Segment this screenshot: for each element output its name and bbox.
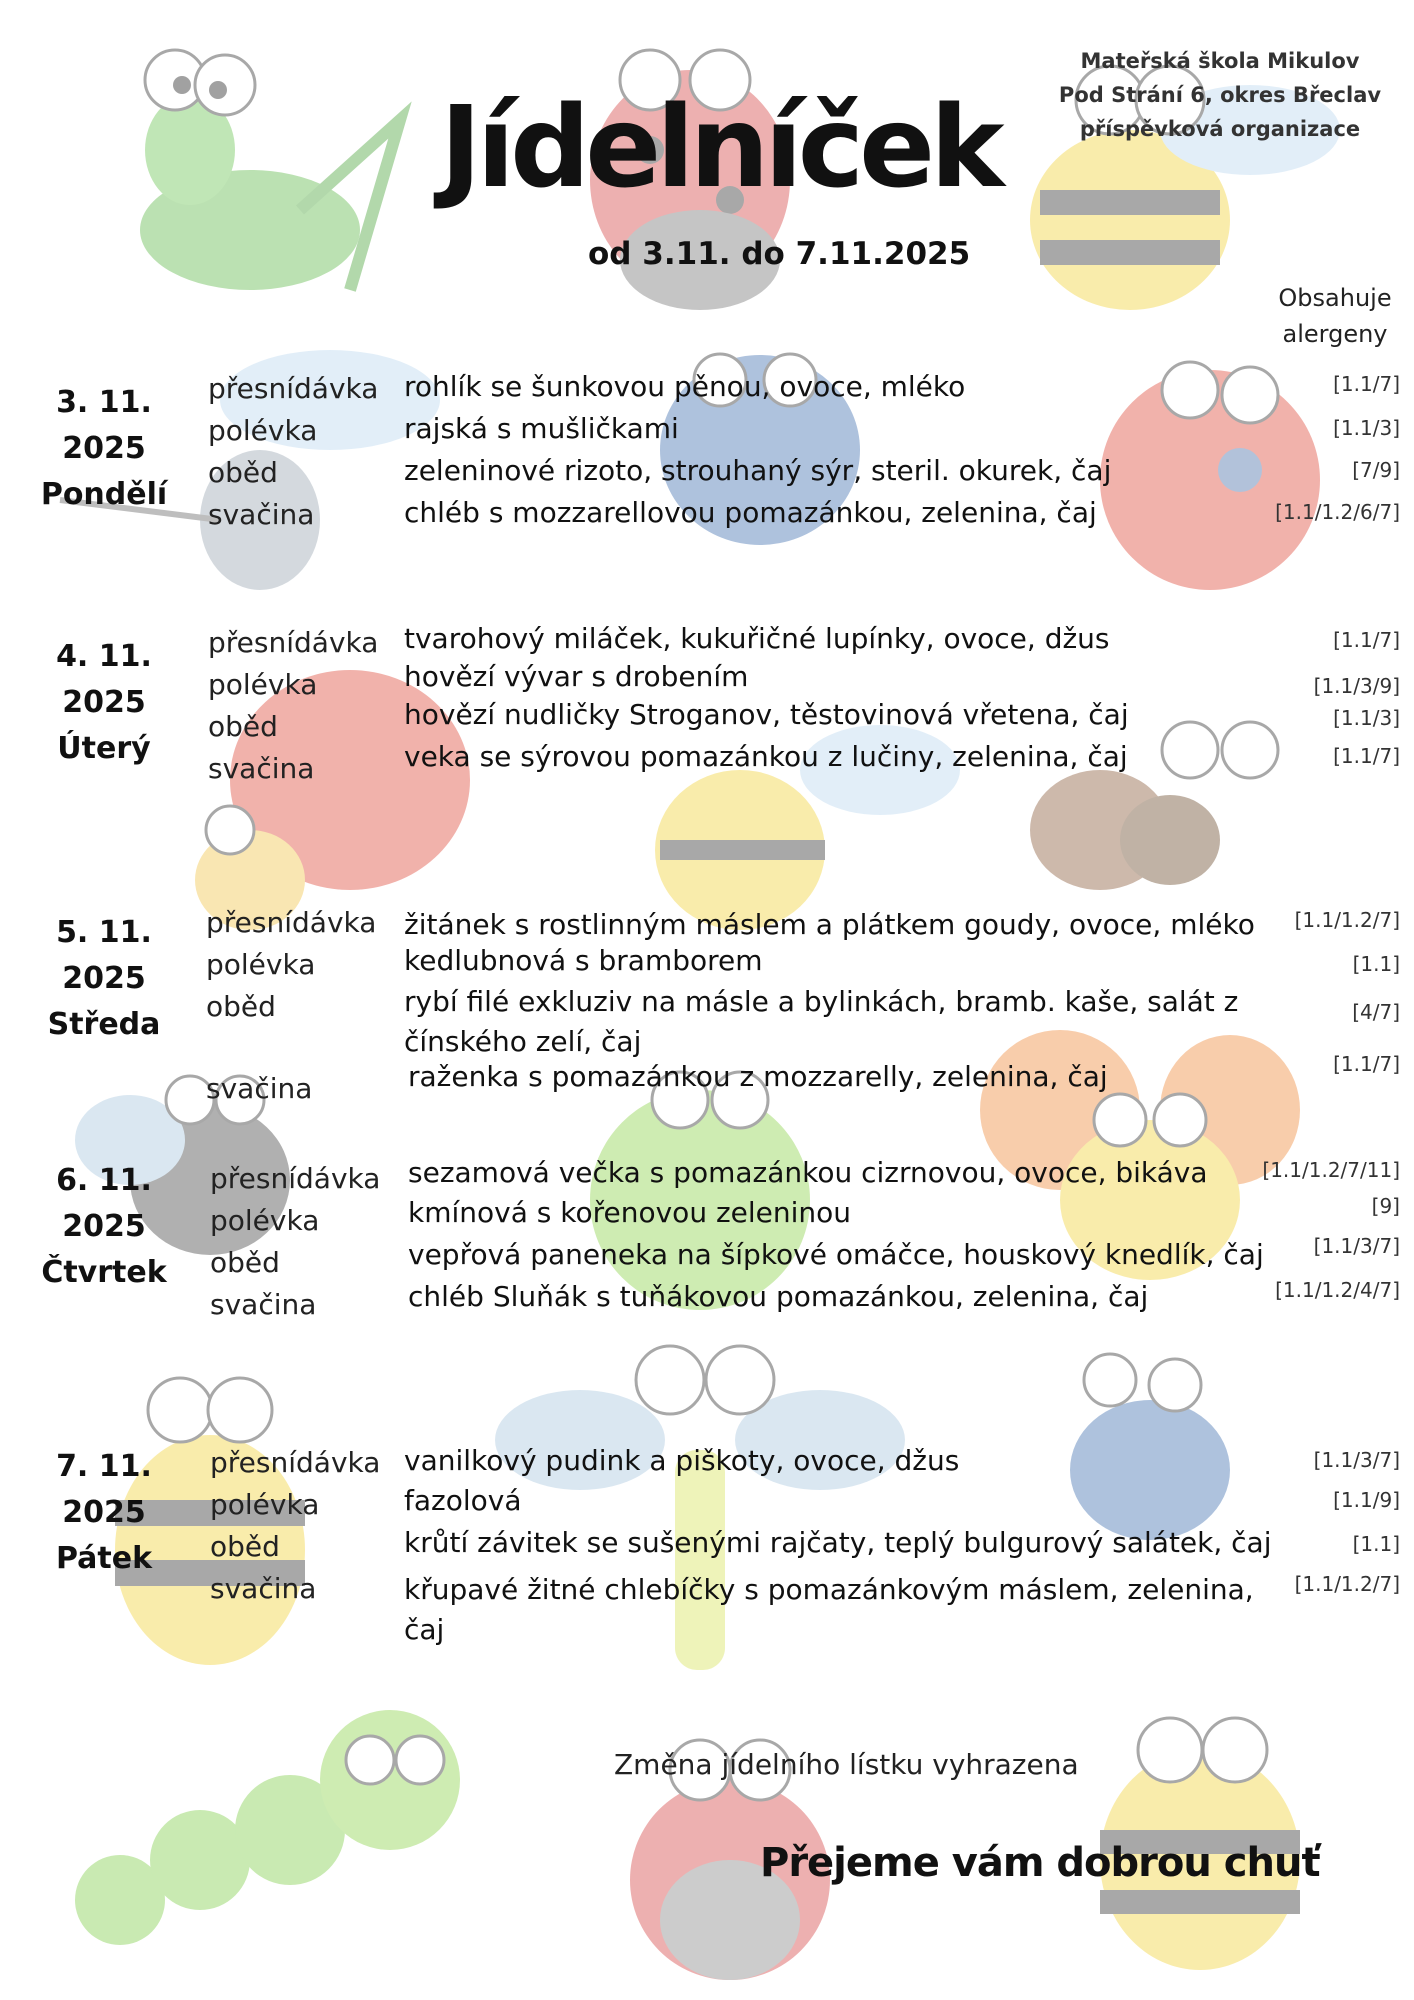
allergen-code: [1.1] xyxy=(1352,952,1400,976)
allergen-code: [1.1/3] xyxy=(1333,706,1400,730)
day-date: 7. 11. 2025 Pátek xyxy=(55,1449,153,1576)
blue-bug-icon xyxy=(1070,1354,1230,1540)
change-notice: Změna jídelního lístku vyhrazena xyxy=(614,1748,1079,1781)
meal-category: polévka xyxy=(208,414,318,447)
meal-dish: fazolová xyxy=(404,1484,522,1517)
allergen-code: [1.1/1.2/6/7] xyxy=(1275,500,1400,524)
meal-category: svačina xyxy=(210,1572,317,1605)
caterpillar-icon xyxy=(75,1710,460,1945)
meal-dish: veka se sýrovou pomazánkou z lučiny, zelenina, čaj xyxy=(404,740,1128,773)
grasshopper-icon xyxy=(140,50,400,290)
meal-category: svačina xyxy=(208,498,315,531)
meal-dish: tvarohový miláček, kukuřičné lupínky, ovoce, džus xyxy=(404,622,1110,655)
day-date: 3. 11. 2025 Pondělí xyxy=(40,385,168,512)
allergens-header: Obsahuje alergeny xyxy=(1278,284,1392,348)
meal-dish: vepřová paneneka na šípkové omáčce, houskový knedlík, čaj xyxy=(408,1238,1264,1271)
meal-category: polévka xyxy=(206,948,316,981)
allergen-code: [1.1/1.2/7] xyxy=(1294,1572,1400,1596)
school-address: Pod Strání 6, okres Břeclav xyxy=(1058,83,1382,107)
meal-dish: krůtí závitek se sušenými rajčaty, teplý bulgurový salátek, čaj xyxy=(404,1526,1272,1559)
meal-dish: hovězí vývar s drobením xyxy=(404,660,749,693)
meal-category: přesnídávka xyxy=(208,626,379,659)
meal-category: přesnídávka xyxy=(206,906,377,939)
bon-appetit: Přejeme vám dobrou chuť xyxy=(760,1840,1320,1886)
allergen-code: [1.1] xyxy=(1352,1532,1400,1556)
allergen-code: [9] xyxy=(1371,1194,1400,1218)
meal-category: polévka xyxy=(210,1204,320,1237)
meal-dish: křupavé žitné chlebíčky s pomazánkovým máslem, zelenina, čaj xyxy=(404,1573,1254,1646)
allergen-code: [1.1/3/7] xyxy=(1313,1234,1400,1258)
meal-dish: kedlubnová s bramborem xyxy=(404,944,763,977)
meal-dish: rohlík se šunkovou pěnou, ovoce, mléko xyxy=(404,370,966,403)
page-title: Jídelníček xyxy=(440,83,1000,213)
red-beetle-icon xyxy=(1100,362,1320,590)
day-date: 5. 11. 2025 Středa xyxy=(47,915,161,1042)
school-name: Mateřská škola Mikulov xyxy=(1080,49,1360,73)
meal-dish: rajská s mušličkami xyxy=(404,412,679,445)
allergen-code: [4/7] xyxy=(1352,1000,1400,1024)
meal-category: přesnídávka xyxy=(210,1162,381,1195)
meal-dish: chléb Sluňák s tuňákovou pomazánkou, zelenina, čaj xyxy=(408,1280,1149,1313)
meal-category: oběd xyxy=(208,710,278,743)
frog-icon xyxy=(590,1072,810,1310)
meal-dish: raženka s pomazánkou z mozzarelly, zelenina, čaj xyxy=(408,1060,1108,1093)
allergen-code: [1.1/1.2/7/11] xyxy=(1262,1158,1400,1182)
allergen-code: [7/9] xyxy=(1352,458,1400,482)
day-date: 6. 11. 2025 Čtvrtek xyxy=(41,1163,167,1290)
meal-category: svačina xyxy=(208,752,315,785)
allergen-code: [1.1/7] xyxy=(1333,1052,1400,1076)
date-range: od 3.11. do 7.11.2025 xyxy=(588,236,971,272)
meal-dish: rybí filé exkluziv na másle a bylinkách, bramb. kaše, salát z čínského zelí, čaj xyxy=(404,985,1239,1058)
meal-category: oběd xyxy=(210,1246,280,1279)
meal-dish: zeleninové rizoto, strouhaný sýr, steril. okurek, čaj xyxy=(404,454,1112,487)
day-date: 4. 11. 2025 Úterý xyxy=(56,639,152,766)
meal-category: svačina xyxy=(210,1288,317,1321)
school-type: příspěvková organizace xyxy=(1079,117,1361,141)
meal-category: polévka xyxy=(210,1488,320,1521)
meal-dish: žitánek s rostlinným máslem a plátkem goudy, ovoce, mléko xyxy=(404,908,1255,941)
meal-dish: sezamová večka s pomazánkou cizrnovou, ovoce, bikáva xyxy=(408,1156,1208,1189)
meal-category: oběd xyxy=(208,456,278,489)
meal-category: oběd xyxy=(210,1530,280,1563)
allergen-code: [1.1/9] xyxy=(1333,1488,1400,1512)
meal-category: přesnídávka xyxy=(208,372,379,405)
allergen-code: [1.1/3] xyxy=(1333,416,1400,440)
meal-category: polévka xyxy=(208,668,318,701)
meal-dish: kmínová s kořenovou zeleninou xyxy=(408,1196,852,1229)
school-info xyxy=(1030,44,1410,146)
allergen-code: [1.1/1.2/7] xyxy=(1294,908,1400,932)
meal-dish: chléb s mozzarellovou pomazánkou, zelenina, čaj xyxy=(404,496,1097,529)
meal-dish: vanilkový pudink a piškoty, ovoce, džus xyxy=(404,1444,960,1477)
meal-category: oběd xyxy=(206,990,276,1023)
allergen-code: [1.1/7] xyxy=(1333,628,1400,652)
allergen-code: [1.1/7] xyxy=(1333,372,1400,396)
allergen-code: [1.1/3/7] xyxy=(1313,1448,1400,1472)
allergen-code: [1.1/3/9] xyxy=(1313,674,1400,698)
allergen-code: [1.1/7] xyxy=(1333,744,1400,768)
meal-dish: hovězí nudličky Stroganov, těstovinová vřetena, čaj xyxy=(404,698,1129,731)
meal-category: svačina xyxy=(206,1072,313,1105)
allergen-code: [1.1/1.2/4/7] xyxy=(1275,1278,1400,1302)
meal-category: přesnídávka xyxy=(210,1446,381,1479)
